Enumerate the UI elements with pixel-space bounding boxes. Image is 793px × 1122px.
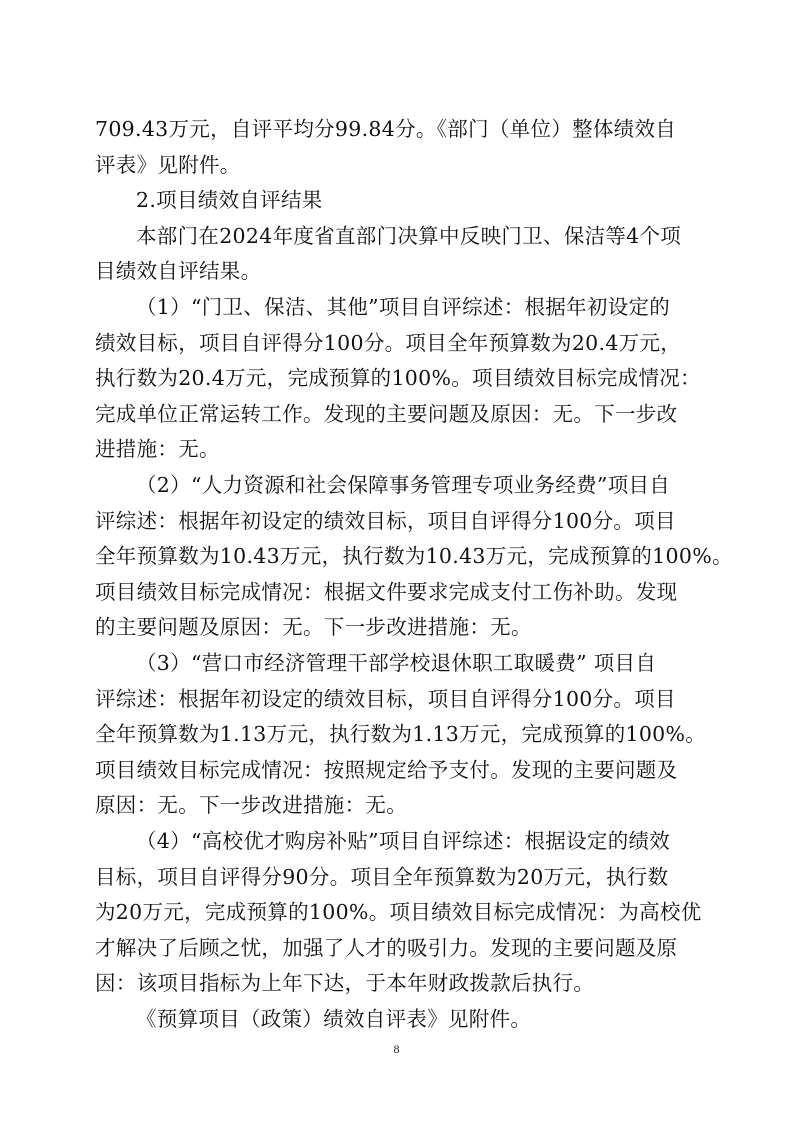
body-line: （1）“门卫、保洁、其他”项目自评综述：根据年初设定的 [136,295,671,319]
body-line: 评综述：根据年初设定的绩效目标，项目自评得分100分。项目 [95,686,676,711]
body-line: 进措施：无。 [95,437,220,462]
body-line: 原因：无。下一步改进措施：无。 [95,793,407,818]
body-line: （2）“人力资源和社会保障事务管理专项业务经费”项目自 [136,473,671,497]
body-line: 全年预算数为10.43万元，执行数为10.43万元，完成预算的100%。 [95,544,733,569]
body-line: （4）“高校优才购房补贴”项目自评综述：根据设定的绩效 [136,829,671,853]
body-line: 项目绩效目标完成情况：按照规定给予支付。发现的主要问题及 [95,757,678,782]
body-line: 目绩效自评结果。 [95,259,262,284]
body-line: 709.43万元，自评平均分99.84分。《部门（单位）整体绩效自 [95,117,677,141]
body-line: 绩效目标，项目自评得分100分。项目全年预算数为20.4万元， [95,330,682,355]
body-line: 因：该项目指标为上年下达，于本年财政拨款后执行。 [95,971,595,996]
page-number: 8 [393,1042,400,1056]
body-line: 本部门在2024年度省直部门决算中反映门卫、保洁等4个项 [136,223,682,248]
body-line: 《预算项目（政策）绩效自评表》见附件。 [136,1007,532,1031]
body-line: 评综述：根据年初设定的绩效目标，项目自评得分100分。项目 [95,508,676,533]
body-line: 完成单位正常运转工作。发现的主要问题及原因：无。下一步改 [95,401,678,426]
section-heading: 2.项目绩效自评结果 [136,188,323,213]
body-line: （3）“营口市经济管理干部学校退休职工取暖费” 项目自 [136,651,657,675]
body-line: 项目绩效目标完成情况：根据文件要求完成支付工伤补助。发现 [95,579,678,604]
body-line: 全年预算数为1.13万元，执行数为1.13万元，完成预算的100%。 [95,722,707,747]
body-line: 执行数为20.4万元，完成预算的100%。项目绩效目标完成情况： [95,366,701,391]
body-line: 才解决了后顾之忧，加强了人才的吸引力。发现的主要问题及原 [95,935,678,960]
body-line: 为20万元，完成预算的100%。项目绩效目标完成情况：为高校优 [95,900,702,925]
body-line: 的主要问题及原因：无。下一步改进措施：无。 [95,615,532,640]
body-line: 目标，项目自评得分90分。项目全年预算数为20万元，执行数 [95,864,669,889]
body-line: 评表》见附件。 [95,152,241,177]
